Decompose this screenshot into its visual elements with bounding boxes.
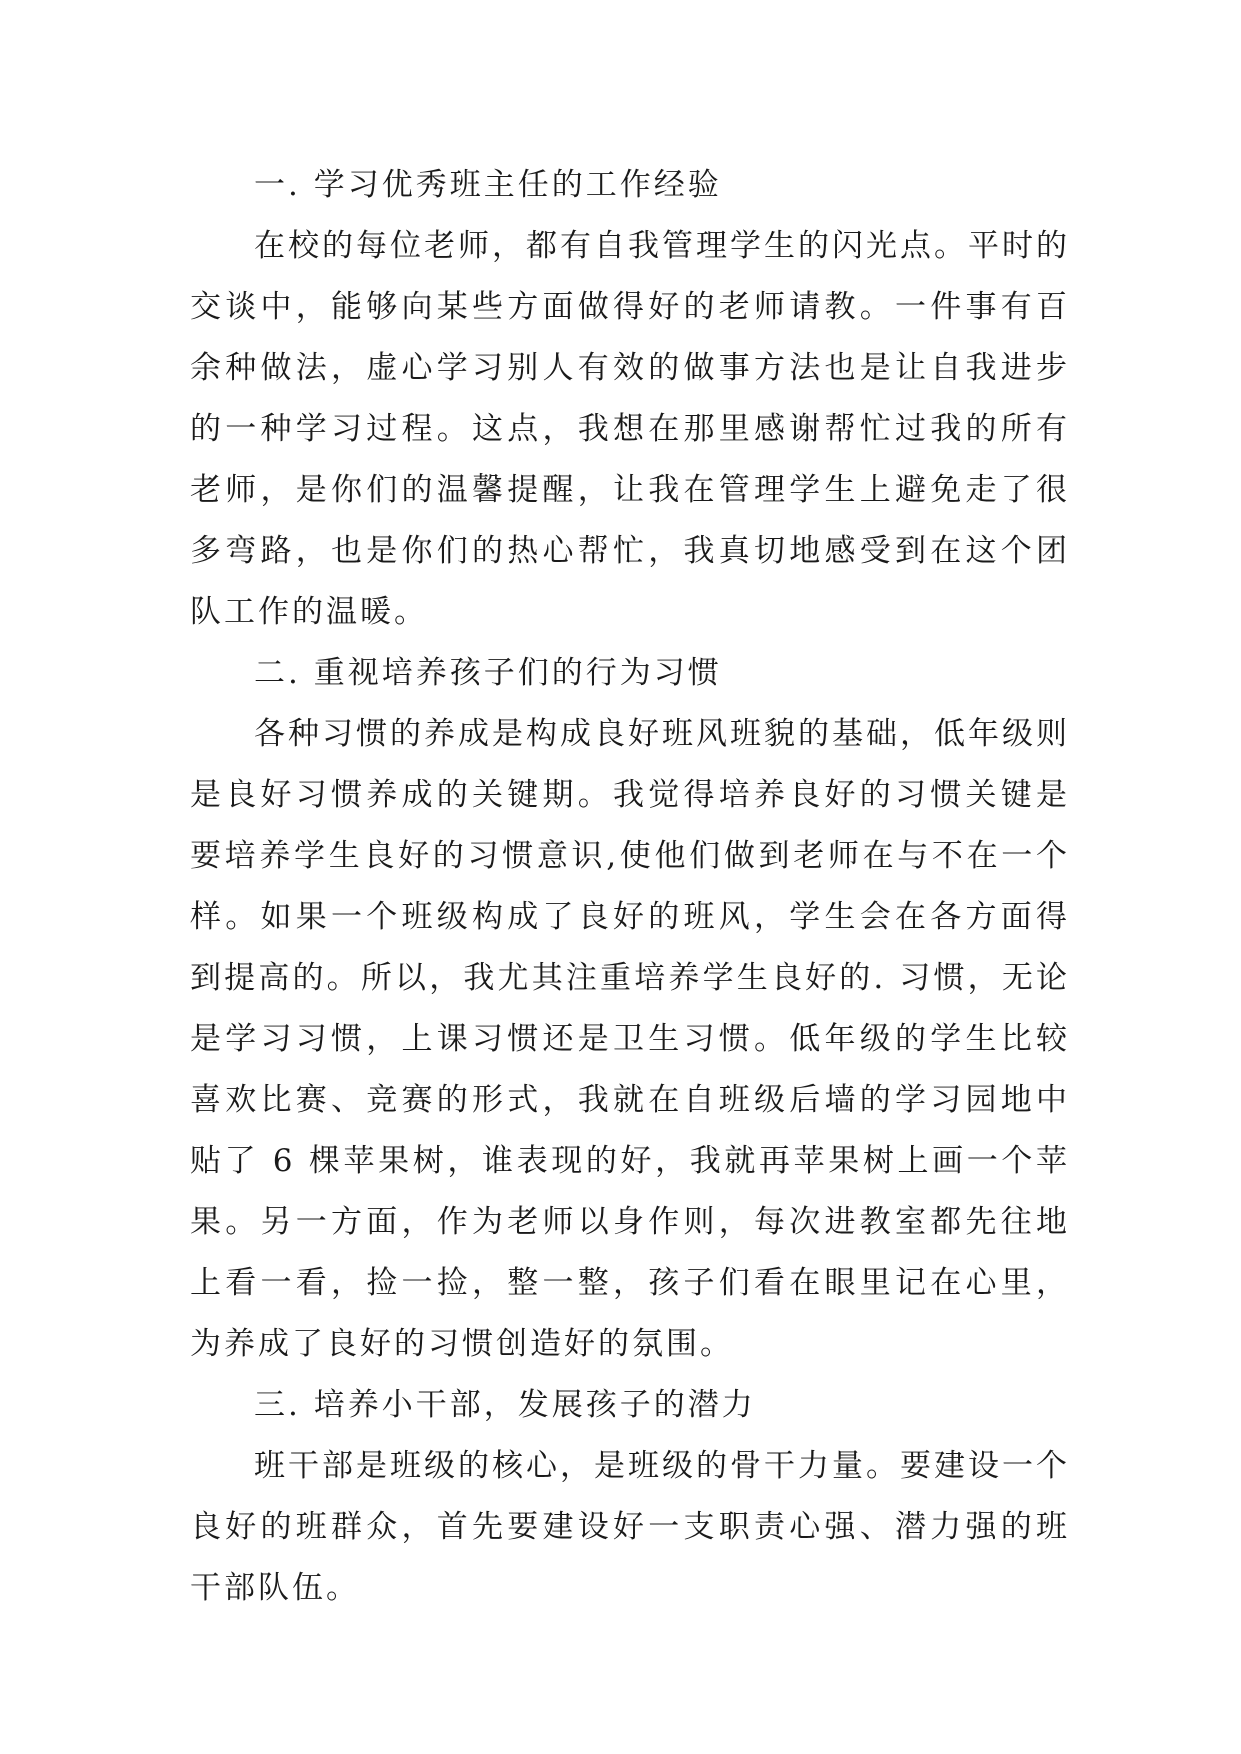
section-body-1: 在校的每位老师，都有自我管理学生的闪光点。平时的交谈中，能够向某些方面做得好的老师请教。一件事有百余种做法，虚心学习别人有效的做事方法也是让自我进步的一种学习过程。这点，我想在那里感谢帮忙过我的所有老师，是你们的温馨提醒，让我在管理学生上避免走了很多弯路，也是你们的热心帮忙，我真切地感受到在这个团队工作的温暖。 bbox=[190, 228, 1070, 630]
document-page bbox=[190, 155, 1070, 1619]
section-body-2: 各种习惯的养成是构成良好班风班貌的基础，低年级则是良好习惯养成的关键期。我觉得培养良好的习惯关键是要培养学生良好的习惯意识,使他们做到老师在与不在一个样。如果一个班级构成了良好的班风，学生会在各方面得到提高的。所以，我尤其注重培养学生良好的. 习惯，无论是学习习惯，上课习惯还是卫生习惯。低年级的学生比较喜欢比赛、竞赛的形式，我就在自班级后墙的学习园地中贴了 6 棵苹果树，谁表现的好，我就再苹果树上画一个苹果。另一方面，作为老师以身作则，每次进教室都先往地上看一看，捡一捡，整一整，孩子们看在眼里记在心里，为养成了良好的习惯创造好的氛围。 bbox=[190, 716, 1070, 1362]
section-heading-3: 三. 培养小干部，发展孩子的潜力 bbox=[254, 1387, 756, 1423]
section-heading-1: 一. 学习优秀班主任的工作经验 bbox=[254, 167, 722, 203]
section-body-3: 班干部是班级的核心，是班级的骨干力量。要建设一个良好的班群众，首先要建设好一支职责心强、潜力强的班干部队伍。 bbox=[190, 1448, 1070, 1606]
section-heading-2: 二. 重视培养孩子们的行为习惯 bbox=[254, 655, 722, 691]
